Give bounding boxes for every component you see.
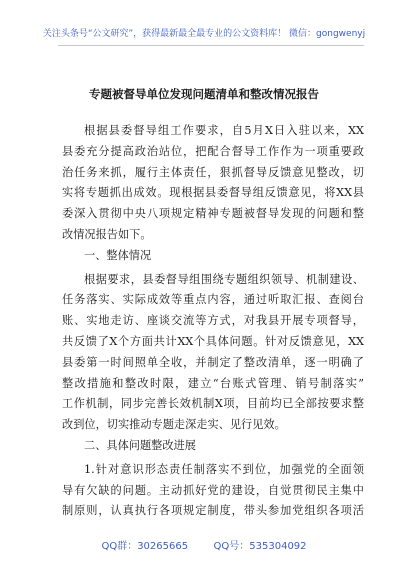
body-line: 工作机制，同步完善长效机制X项，目前均已全部按要求整: [62, 397, 364, 411]
section-heading: 一、整体情况: [84, 248, 152, 262]
document-title: 专题被督导单位发现问题清单和整改情况报告: [89, 87, 319, 101]
body-line: 县委第一时间照单全收，并制定了整改清单，逐一明确了: [62, 355, 364, 369]
header-divider: [58, 45, 364, 46]
document-body: [62, 121, 364, 522]
body-line: 县委充分提高政治站位，把配合督导工作作为一项重要政: [62, 144, 364, 158]
body-line: 实将专题抓出成效。现根据县委督导组反馈意见，将XX县: [62, 186, 364, 200]
body-line: 导有欠缺的问题。主动抓好党的建设，自觉贯彻民主集中: [62, 483, 364, 497]
body-line: 根据要求，县委督导组围绕专题组织领导、机制建设、: [84, 272, 364, 286]
body-line: 1.针对意识形态责任制落实不到位，加强党的全面领: [84, 462, 364, 476]
body-line: 治任务来抓，履行主体责任，狠抓督导反馈意见整改，切: [62, 165, 364, 179]
body-line: 改情况报告如下。: [62, 227, 152, 241]
footer-note: QQ群：30265665 QQ号：535304092: [101, 541, 307, 552]
header-note: 关注头条号“公文研究”，获得最新最全最专业的公文资料库！ 微信：gongwenyj: [42, 29, 366, 39]
section-heading: 二、具体问题整改进展: [84, 438, 196, 452]
body-line: 根据县委督导组工作要求，自5月X日入驻以来，XX: [84, 124, 364, 137]
body-line: 共反馈了X个方面共计XX个具体问题。针对反馈意见，XX: [62, 334, 364, 348]
body-line: 委深入贯彻中央八项规定精神专题被督导发现的问题和整: [62, 207, 364, 221]
body-line: 制原则，认真执行各项规定制度，带头参加党组织各项活: [62, 504, 364, 518]
body-line: 整改措施和整改时限，建立“台账式管理、销号制落实”: [62, 376, 364, 390]
body-line: 改到位，切实推动专题走深走实、见行见效。: [62, 418, 286, 432]
body-line: 账、实地走访、座谈交流等方式，对我县开展专项督导，: [62, 314, 364, 328]
body-line: 任务落实、实际成效等重点内容，通过听取汇报、查阅台: [62, 293, 364, 307]
